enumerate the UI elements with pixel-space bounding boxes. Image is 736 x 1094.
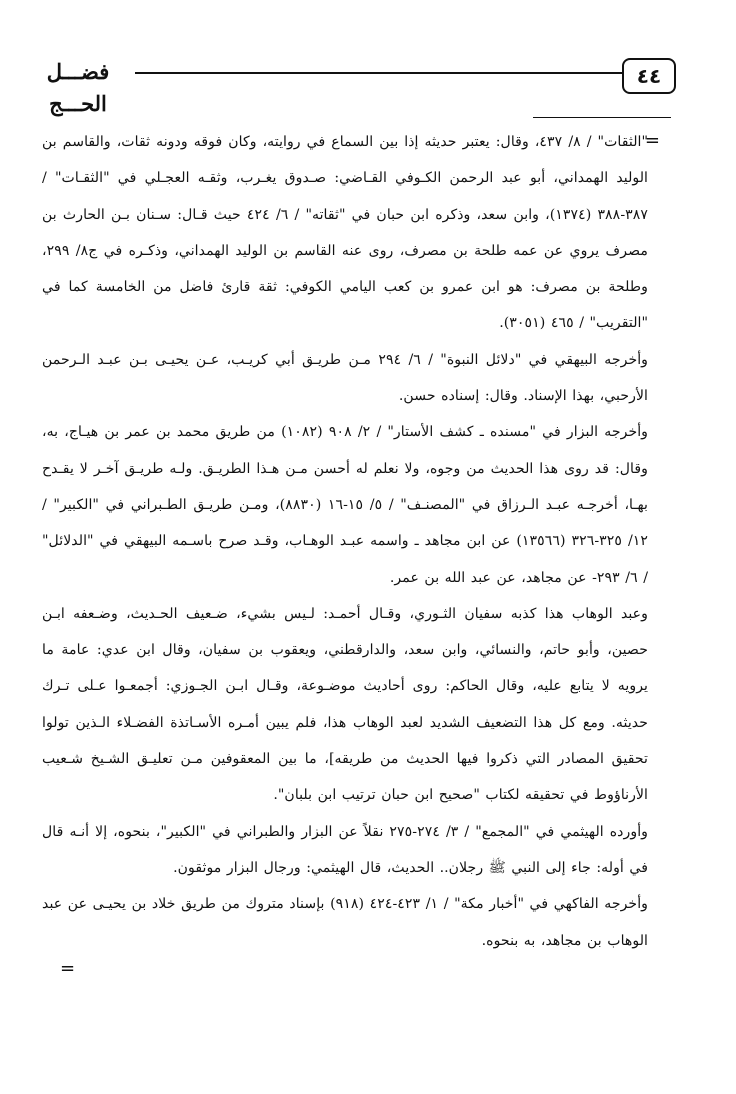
paragraph: وأخرجه الفاكهي في "أخبار مكة" / ١/ ٤٢٣-٤٢٤ (٩١٨) بإسناد متروك من طريق خلاد بن يحيـى عن عبد الوهاب بن مجاهد، به بنحوه. bbox=[42, 896, 648, 949]
footnote-continuation-mark: = bbox=[644, 130, 660, 151]
paragraph: وأورده الهيثمي في "المجمع" / ٣/ ٢٧٤-٢٧٥ نقلاً عن البزار والطبراني في "الكبير"، بنحوه، إلا أنـه قال في أوله: جاء إلى النبي ﷺ رجلان.. الحديث، قال الهيثمي: ورجال البزار موثقون. bbox=[42, 823, 648, 876]
paragraph: وعبد الوهاب هذا كذبه سفيان الثـوري، وقـال أحمـد: لـيس بشيء، ضـعيف الحـديث، وضـعفه ابـن حصين، وأبو حاتم، والنسائي، وابن سعد، والدارقطني، ويعقوب بن سفيان، وقال ابن عدي: عامة ما يرويه لا يتابع عليه، وقال الحاكم: روى أحاديث موضـوعة، وقـال ابـن الجـوزي: أجمعـوا عـلى تـرك حديثه. ومع كل هذا التضعيف الشديد لعبد الوهاب هذا، فلم يبين أمـره الأسـاتذة الفضـلاء الـذين تولوا تحقيق المصادر التي ذكروا فيها الحديث من طريقه]، ما بين المعقوفين مـن تعليـق الشـيخ شـعيب الأرناؤوط في تحقيقه لكتاب "صحيح ابن حبان ترتيب ابن بلبان". bbox=[42, 605, 648, 804]
page-number: ٤٤ bbox=[622, 58, 676, 94]
running-title: فضـــل الحـــج bbox=[46, 59, 110, 116]
paragraph: وأخرجه البيهقي في "دلائل النبوة" / ٦/ ٢٩٤ مـن طريـق أبي كريـب، عـن يحيـى بـن عبـد الـرحمن الأرحبي، بهذا الإسناد. وقال: إسناده حسن. bbox=[42, 351, 649, 405]
page-header bbox=[25, 52, 676, 116]
paragraph: وأخرجه البزار في "مسنده ـ كشف الأستار" / ٢/ ٩٠٨ (١٠٨٢) من طريق محمد بن عمر بن هيـاج، به، وقال: قد روى هذا الحديث من وجوه، ولا نعلم له أحسن مـن هـذا الطريـق. ولـه طريـق آخـر لا يقـدح بهـا، أخرجـه عبـد الـرزاق في "المصنـف" / ٥/ ١٥-١٦ (٨٨٣٠)، ومـن طريـق الطـبراني في "الكبير" / ١٢/ ٣٢٥-٣٢٦ (١٣٥٦٦) عن ابن مجاهد ـ واسمه عبـد الوهـاب، وقـد صرح باسـمه البيهقي في "الدلائل" / ٦/ ٢٩٣- عن مجاهد، عن عبد الله بن عمر. bbox=[42, 424, 649, 586]
footnote-end-mark: = bbox=[60, 958, 76, 979]
header-rule bbox=[135, 72, 622, 74]
paragraph: "الثقات" / ٨/ ٤٣٧، وقال: يعتبر حديثه إذا بين السماع في روايته، وكان فوقه ودونه ثقات، والقاسم بن الوليد الهمداني، أبو عبد الرحمن الكـوفي القـاضي: صـدوق يغـرب، وثقـه العجـلي في "الثقـات" / ٣٨٧-٣٨٨ (١٣٧٤)، وابن سعد، وذكره ابن حبان في "ثقاته" / ٦/ ٤٢٤ حيث قـال: سـنان بـن الحارث بن مصرف يروي عن عمه طلحة بن مصرف، روى عنه القاسم بن الوليد الهمداني، وذكـره في ج٨/ ٢٩٩، وطلحة بن مصرف: هو ابن عمرو بن كعب اليامي الكوفي: ثقة قارئ فاضل من الخامسة كما في "التقريب" / ٤٦٥ (٣٠٥١). bbox=[42, 134, 649, 332]
footnote-separator bbox=[533, 117, 671, 118]
footnote-text bbox=[42, 124, 648, 959]
